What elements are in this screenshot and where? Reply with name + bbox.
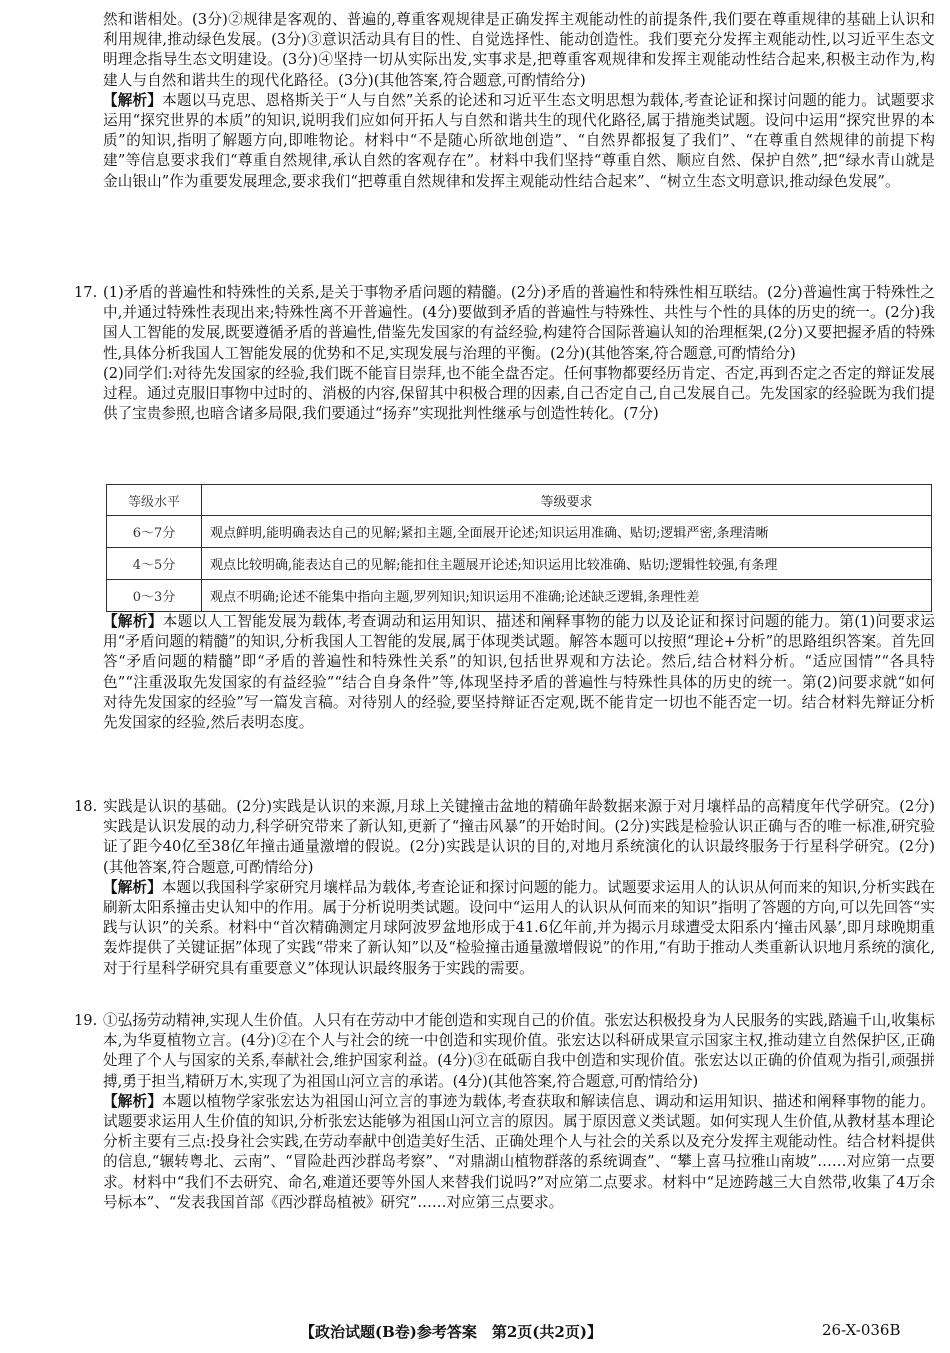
footer-code: 26-X-036B bbox=[822, 1321, 901, 1339]
footer-title: 【政治试题(B卷)参考答案 第2页(共2页)】 bbox=[300, 1323, 602, 1341]
q19-analysis-tag: 【解析】 bbox=[103, 1092, 163, 1110]
table-cell-requirement: 观点比较明确,能表达自己的见解;能扣住主题展开论述;知识运用比较准确、贴切;逻辑性较强,有条理 bbox=[202, 548, 932, 580]
table-cell-level: 4～5分 bbox=[107, 548, 202, 580]
table-cell-level: 6～7分 bbox=[107, 516, 202, 548]
q17-part2: (2)同学们:对待先发国家的经验,我们既不能盲目崇拜,也不能全盘否定。任何事物都要经历肯定、否定,再到否定之否定的辩证发展过程。通过克服旧事物中过时的、消极的内容,保留其中积极合理的因素,自己否定自己,自己发展自己。先发国家的经验既为我们提供了宝贵参照,也暗含诸多局限,我们要通过“扬弃”实现批判性继承与创造性转化。(7分) bbox=[103, 364, 935, 423]
table-header-row bbox=[107, 485, 932, 516]
q16-analysis-text: 本题以马克思、恩格斯关于“人与自然”关系的论述和习近平生态文明思想为载体,考查论证和探讨问题的能力。试题要求运用“探究世界的本质”的知识,说明我们应如何开拓人与自然和谐共生的现代化路径,属于措施类试题。设问中运用“探究世界的本质”的知识,指明了解题方向,即唯物论。材料中“不是随心所欲地创造”、“自然界都报复了我们”、“在尊重自然规律的前提下构建”等信息要求我们“尊重自然规律,承认自然的客观存在”。材料中我们坚持“尊重自然、顺应自然、保护自然”,把“绿水青山就是金山银山”作为重要发展理念,要求我们“把尊重自然规律和发挥主观能动性结合起来”、“树立生态文明意识,推动绿色发展”。 bbox=[103, 91, 935, 190]
q16-answer-tail bbox=[103, 10, 935, 192]
table-row bbox=[107, 580, 932, 612]
q18-analysis-text: 本题以我国科学家研究月壤样品为载体,考查论证和探讨问题的能力。试题要求运用人的认识从何而来的知识,分析实践在刷新太阳系撞击史认知中的作用。属于分析说明类试题。设问中“运用人的认识从何而来的知识”指明了答题的方向,可以先回答“实践与认识”的关系。材料中“首次精确测定月球阿波罗盆地形成于41.6亿年前,并为揭示月球遭受太阳系内‘撞击风暴’,即月球晚期重轰炸提供了关键证据”体现了实践“带来了新认知”以及“检验撞击通量激增假说”的作用,“有助于推动人类重新认识地月系统的演化,对于行星科学研究具有重要意义”体现认识最终服务于实践的需要。 bbox=[103, 878, 935, 977]
table-row bbox=[107, 516, 932, 548]
q17-part1: (1)矛盾的普遍性和特殊性的关系,是关于事物矛盾问题的精髓。(2分)矛盾的普遍性和特殊性相互联结。(2分)普遍性寓于特殊性之中,并通过特殊性表现出来;特殊性离不开普遍性。(4分)要做到矛盾的普遍性与特殊性、共性与个性的具体的历史的统一。(2分)我国人工智能的发展,既要遵循矛盾的普遍性,借鉴先发国家的有益经验,构建符合国际普遍认知的治理框架,(2分)又要把握矛盾的特殊性,具体分析我国人工智能发展的优势和不足,实现发展与治理的平衡。(2分)(其他答案,符合题意,可酌情给分) bbox=[103, 284, 935, 362]
q16-answer-text: 然和谐相处。(3分)②规律是客观的、普遍的,尊重客观规律是正确发挥主观能动性的前提条件,我们要在尊重规律的基础上认识和利用规律,推动绿色发展。(3分)③意识活动具有目的性、自觉选择性、能动创造性。我们要充分发挥主观能动性,以习近平生态文明理念指导生态文明建设。(3分)④坚持一切从实际出发,实事求是,把尊重客观规律和发挥主观能动性结合起来,积极主动作为,构建人与自然和谐共生的现代化路径。(3分)(其他答案,符合题意,可酌情给分) bbox=[103, 11, 935, 89]
table-cell-requirement: 观点鲜明,能明确表达自己的见解;紧扣主题,全面展开论述;知识运用准确、贴切;逻辑严密,条理清晰 bbox=[202, 516, 932, 548]
q19-answer: ①弘扬劳动精神,实现人生价值。人只有在劳动中才能创造和实现自己的价值。张宏达积极投身为人民服务的实践,踏遍千山,收集标本,为华夏植物立言。(4分)②在个人与社会的统一中创造和实现价值。张宏达以科研成果宣示国家主权,推动建立自然保护区,正确处理了个人与国家的关系,奉献社会,维护国家利益。(4分)③在砥砺自我中创造和实现价值。张宏达以正确的价值观为指引,顽强拼搏,勇于担当,精研万木,实现了为祖国山河立言的承诺。(4分)(其他答案,符合题意,可酌情给分) bbox=[103, 1012, 935, 1090]
table-cell-requirement: 观点不明确;论述不能集中指向主题,罗列知识;知识运用不准确;论述缺乏逻辑,条理性差 bbox=[202, 580, 932, 612]
q18-analysis-tag: 【解析】 bbox=[103, 878, 162, 896]
q17-analysis-text: 本题以人工智能发展为载体,考查调动和运用知识、描述和阐释事物的能力以及论证和探讨问题的能力。第(1)问要求运用“矛盾问题的精髓”的知识,分析我国人工智能的发展,属于体现类试题。解答本题可以按照“理论+分析”的思路组织答案。首先回答“矛盾问题的精髓”即“矛盾的普遍性和特殊性关系”的知识,包括世界观和方法论。然后,结合材料分析。“适应国情”“各具特色”“注重汲取先发国家的有益经验”“结合自身条件”等,体现坚持矛盾的普遍性与特殊性具体的历史的统一。第(2)问要求就“如何对待先发国家的经验”写一篇发言稿。对待别人的经验,要坚持辩证否定观,既不能肯定一切也不能否定一切。结合材料先辩证分析先发国家的经验,然后表明态度。 bbox=[103, 613, 936, 732]
grading-table bbox=[106, 484, 932, 612]
question-number: 19. bbox=[74, 1012, 98, 1029]
q18-answer: 实践是认识的基础。(2分)实践是认识的来源,月球上关键撞击盆地的精确年龄数据来源于对月壤样品的高精度年代学研究。(2分)实践是认识发展的动力,科学研究带来了新认知,更新了“撞击风暴”的开始时间。(2分)实践是检验认识正确与否的唯一标准,研究验证了距今40亿至38亿年撞击通量激增的假说。(2分)实践是认识的目的,对地月系统演化的认识最终服务于行星科学研究。(2分)(其他答案,符合题意,可酌情给分) bbox=[103, 798, 935, 876]
q16-analysis-tag: 【解析】 bbox=[103, 91, 163, 109]
table-header-cell: 等级水平 bbox=[107, 485, 202, 516]
question-number: 17. bbox=[74, 284, 98, 301]
question-number: 18. bbox=[74, 798, 98, 815]
q19-analysis-text: 本题以植物学家张宏达为祖国山河立言的事迹为载体,考查获取和解读信息、调动和运用知识、描述和阐释事物的能力。试题要求运用人生价值的知识,分析张宏达能够为祖国山河立言的原因。属于原因意义类试题。如何实现人生价值,从教材基本理论分析主要有三点:投身社会实践,在劳动奉献中创造美好生活、正确处理个人与社会的关系以及充分发挥主观能动性。结合材料提供的信息,“辗转粤北、云南”、“冒险赴西沙群岛考察”、“对鼎湖山植物群落的系统调查”、“攀上喜马拉雅山南坡”……对应第一点要求。材料中“我们不去研究、命名,难道还要等外国人来替我们说吗?”对应第二点要求。材料中“足迹跨越三大自然带,收集了4万余号标本”、“发表我国首部《西沙群岛植被》研究”……对应第三点要求。 bbox=[103, 1092, 935, 1211]
table-header-cell: 等级要求 bbox=[202, 485, 932, 516]
q17-analysis bbox=[103, 612, 935, 733]
table-row bbox=[107, 548, 932, 580]
q17-analysis-tag: 【解析】 bbox=[103, 613, 163, 630]
table-cell-level: 0～3分 bbox=[107, 580, 202, 612]
